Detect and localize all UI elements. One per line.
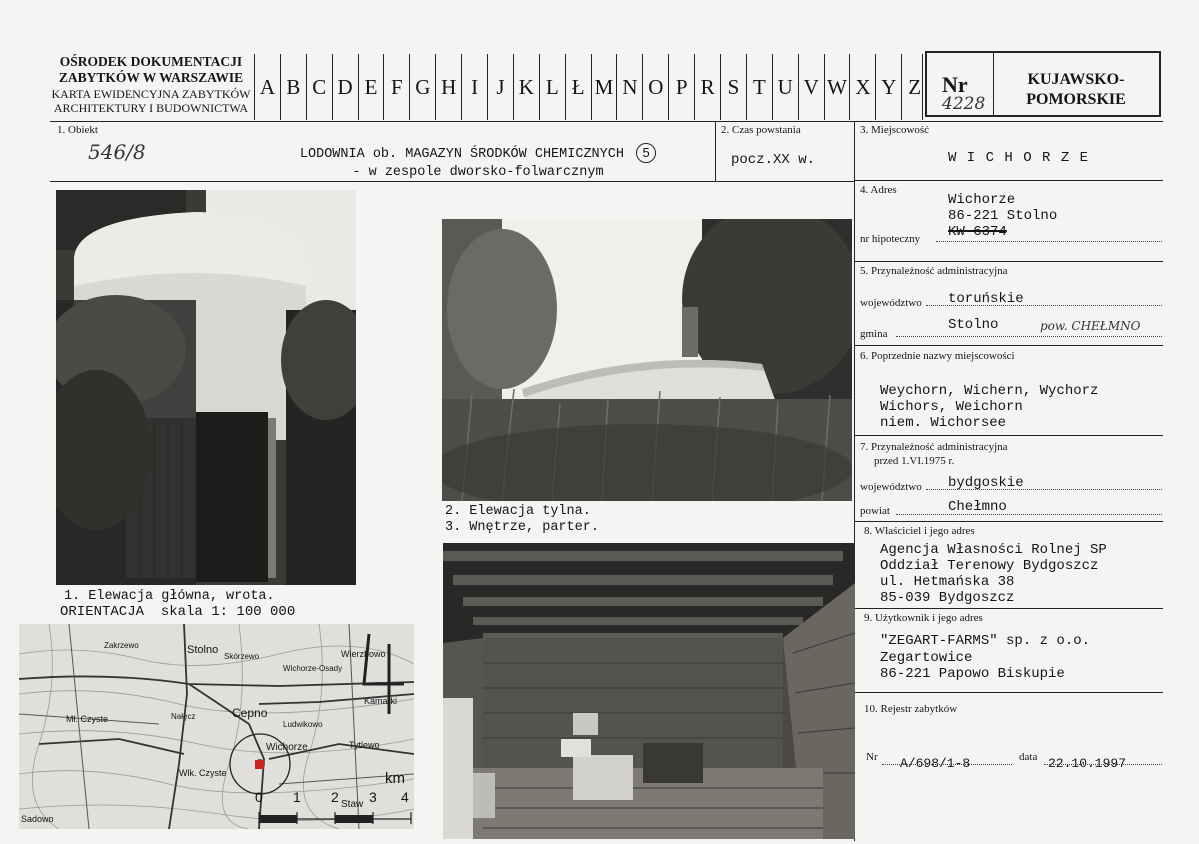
user-line1: "ZEGART-FARMS" sp. z o.o. (880, 633, 1091, 649)
map-scale-tick-1: 1 (293, 789, 301, 805)
map-place-mi-czyste: Mł. Czyste (66, 714, 109, 724)
index-letter: J (487, 54, 513, 120)
admin-gmina-note: pow. CHEŁMNO (1040, 319, 1141, 333)
rule-8 (855, 521, 1163, 522)
photo-interior (443, 543, 855, 839)
admin-gmina-label: gmina (860, 328, 888, 340)
owner-label: 8. Właściciel i jego adres (864, 525, 975, 537)
index-letter: S (720, 54, 746, 120)
photo1-caption: 1. Elewacja główna, wrota. (64, 589, 275, 604)
photo-main-elevation (56, 190, 356, 585)
admin-1975-county-dotline (896, 514, 1162, 515)
alphabet-right-border (922, 54, 923, 120)
register-date-dotline (1044, 764, 1162, 765)
previous-names-line3: niem. Wichorsee (880, 415, 1007, 431)
map-location-marker-icon (255, 760, 264, 769)
index-letter: R (694, 54, 720, 120)
register-label: 10. Rejestr zabytków (864, 703, 958, 715)
index-letter: B (280, 54, 306, 120)
map-scale-tick-4: 4 (401, 789, 409, 805)
mortgage-label: nr hipoteczny (860, 233, 921, 245)
index-letter: C (306, 54, 332, 120)
map-place-wlk-czyste: Wlk. Czyste (179, 768, 227, 778)
admin-voivodeship-dotline (926, 305, 1162, 306)
admin-1975-county-value: Chełmno (948, 499, 1007, 515)
index-letter: O (642, 54, 668, 120)
register-nr-value: A/698/1-8 (900, 756, 971, 771)
admin-1975-voivodeship-dotline (926, 489, 1162, 490)
user-line2: Zegartowice (880, 650, 973, 666)
circled-number: 5 (636, 143, 656, 163)
object-name: LODOWNIA ob. MAGAZYN ŚRODKÓW CHEMICZNYCH 5 - w zespole dworsko-folwarcznym (258, 143, 698, 182)
map-place-wierzbowo: Wierzbowo (341, 649, 386, 659)
previous-names-line2: Wichors, Weichorn (880, 399, 1023, 415)
region-name: KUJAWSKO- POMORSKIE (1026, 71, 1126, 108)
admin-1975-label: 7. Przynależność administracyjna przed 1.VI.1975 r. (860, 441, 1008, 467)
index-letter: K (513, 54, 539, 120)
index-letter: H (435, 54, 461, 120)
register-date-label: data (1019, 751, 1038, 763)
map-scale-tick-2: 2 (331, 789, 339, 805)
map-place-sadowo: Sadowo (21, 814, 54, 824)
index-letter: Y (875, 54, 901, 120)
map-place-wichorze: Wichorze (266, 742, 308, 753)
admin-gmina-value: Stolno (948, 317, 999, 333)
index-letter: X (849, 54, 875, 120)
admin-voivodeship-value: toruńskie (948, 291, 1024, 307)
map-scale-unit: km (385, 770, 405, 787)
map-orientation-label: ORIENTACJA skala 1: 100 000 (60, 604, 296, 620)
index-letter: Z (901, 54, 927, 120)
index-letter: M (591, 54, 617, 120)
user-line3: 86-221 Papowo Biskupie (880, 666, 1065, 682)
admin-label: 5. Przynależność administracyjna (860, 265, 1008, 277)
mortgage-value: KW 6374 (948, 224, 1007, 240)
index-letter: E (358, 54, 384, 120)
photo2-caption: 2. Elewacja tylna. (445, 504, 591, 519)
map-place-zakrzewo: Zakrzewo (104, 641, 139, 650)
nr-label: Nr (942, 72, 968, 97)
nr-divider (993, 53, 994, 117)
creation-time-label: 2. Czas powstania (721, 124, 801, 136)
map-place-tytlewo: Tytlewo (349, 740, 380, 750)
alphabet-index (254, 54, 927, 120)
previous-names-label: 6. Poprzednie nazwy miejscowości (860, 350, 1015, 362)
index-letter: T (746, 54, 772, 120)
address-line1: Wichorze (948, 192, 1016, 208)
header-rule (50, 121, 1163, 122)
user-label: 9. Użytkownik i jego adres (864, 612, 983, 624)
map-place-cepno: Cepno (232, 706, 268, 720)
admin-1975-voivodeship-label: województwo (860, 481, 922, 493)
mortgage-dotline (936, 241, 1162, 242)
index-letter: A (254, 54, 280, 120)
map-place-ludwikowo: Ludwikowo (283, 720, 323, 729)
card-type: KARTA EWIDENCYJNA ZABYTKÓW ARCHITEKTURY I BUDOWNICTWA (51, 87, 251, 115)
map-place-nalecz: Nałęcz (171, 712, 196, 721)
locality-label: 3. Miejscowość (860, 124, 930, 136)
rule-6 (855, 345, 1163, 346)
photo-rear-elevation (442, 219, 852, 501)
map-place-wichorze-osady: Wichorze-Osady (283, 664, 343, 673)
rule-7 (855, 435, 1163, 436)
owner-line4: 85-039 Bydgoszcz (880, 590, 1015, 606)
map-place-staw: Staw (341, 799, 364, 810)
map-scale-tick-3: 3 (369, 789, 377, 805)
admin-1975-county-label: powiat (860, 505, 890, 517)
index-letter: V (798, 54, 824, 120)
map-place-kamarki: Kamarki (364, 696, 398, 706)
admin-gmina-dotline (896, 336, 1162, 337)
register-date-value: 22.10.1997 (1048, 756, 1127, 771)
index-letter: U (772, 54, 798, 120)
address-line2: 86-221 Stolno (948, 208, 1058, 224)
nr-value: 4228 (942, 94, 986, 114)
previous-names-line1: Weychorn, Wichern, Wychorz (880, 383, 1099, 399)
owner-line3: ul. Hetmańska 38 (880, 574, 1015, 590)
index-letter: W (824, 54, 850, 120)
index-letter: P (668, 54, 694, 120)
object-handwritten-number: 546/8 (88, 140, 146, 164)
institution-name: OŚRODEK DOKUMENTACJI ZABYTKÓW W WARSZAWIE (58, 54, 244, 85)
rule-9 (855, 608, 1163, 609)
admin-1975-voivodeship-value: bydgoskie (948, 475, 1024, 491)
owner-line2: Oddział Terenowy Bydgoszcz (880, 558, 1099, 574)
rule-4 (855, 180, 1163, 181)
index-letter: G (409, 54, 435, 120)
address-label: 4. Adres (860, 184, 897, 196)
register-nr-dotline (882, 764, 1012, 765)
index-letter: I (461, 54, 487, 120)
rule-5 (855, 261, 1163, 262)
object-time-divider (715, 121, 716, 181)
map-scale-tick-0: 0 (255, 789, 263, 805)
locality-value: W I C H O R Z E (948, 150, 1090, 166)
index-letter: D (332, 54, 358, 120)
index-letter: F (383, 54, 409, 120)
rule-10 (855, 692, 1163, 693)
index-letter: L (539, 54, 565, 120)
register-nr-label: Nr (866, 751, 878, 763)
index-letter: Ł (565, 54, 591, 120)
admin-voivodeship-label: województwo (860, 297, 922, 309)
map-place-skorzewo: Skórzewo (224, 652, 260, 661)
index-letter: N (616, 54, 642, 120)
orientation-map (19, 624, 414, 829)
owner-line1: Agencja Własności Rolnej SP (880, 542, 1107, 558)
object-label: 1. Obiekt (57, 124, 98, 136)
photo3-caption: 3. Wnętrze, parter. (445, 520, 599, 535)
creation-time-value: pocz.XX w. (731, 152, 816, 168)
map-place-stolno: Stolno (187, 644, 219, 656)
